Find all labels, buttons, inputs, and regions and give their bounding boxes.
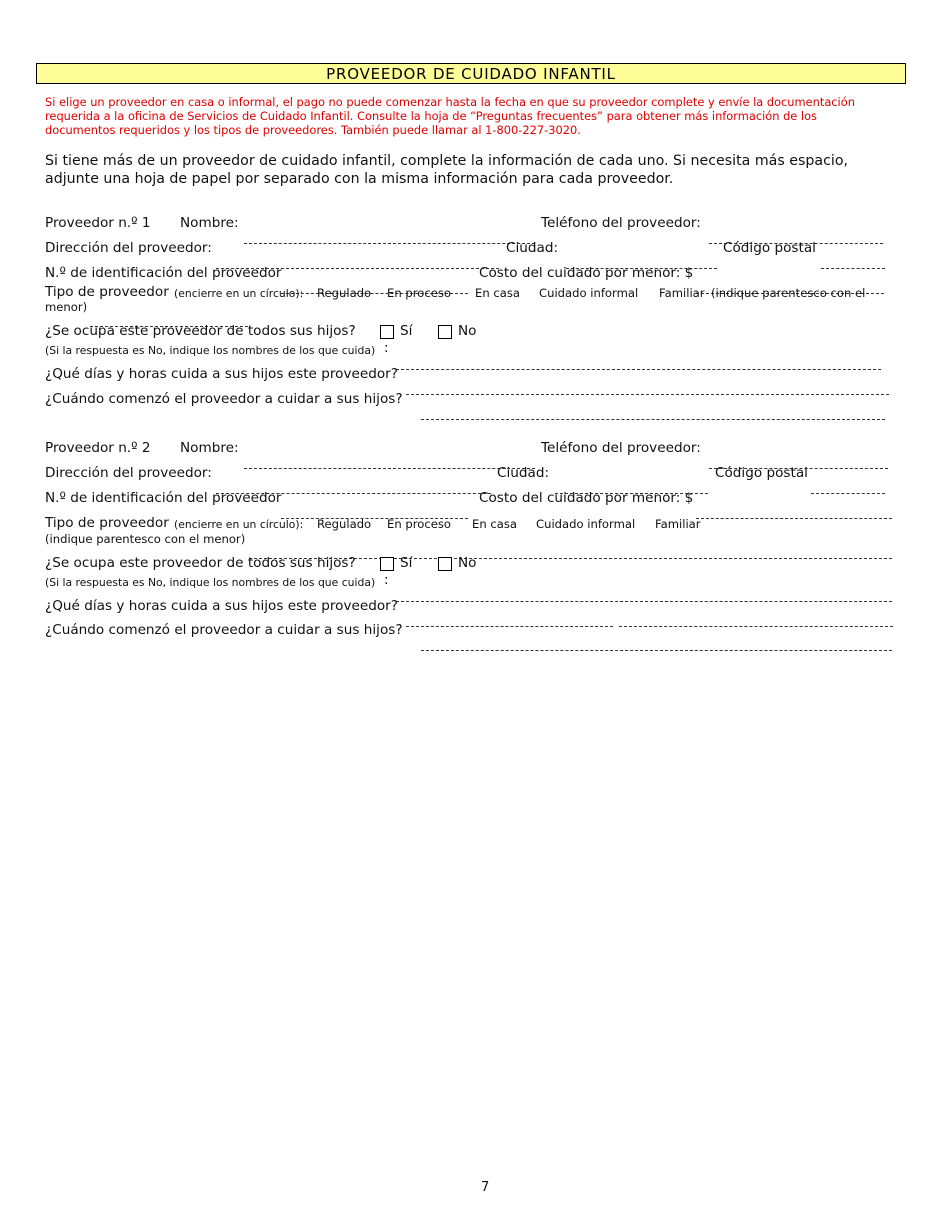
provider-1-type-note: (encierre en un círculo): bbox=[174, 287, 304, 300]
provider-1-city-label: Ciudad: bbox=[506, 240, 559, 256]
provider-2-all-children-label: ¿Se ocupa este proveedor de todos sus hijos? bbox=[45, 555, 356, 571]
provider-1-type-informal[interactable]: Cuidado informal bbox=[539, 286, 639, 300]
provider-2-relationship-note: (indique parentesco con el menor) bbox=[45, 532, 246, 546]
provider-2-zip-label: Código postal bbox=[715, 465, 808, 481]
provider-1-relationship-note-2: menor) bbox=[45, 300, 88, 314]
provider-1-zip-label: Código postal bbox=[723, 240, 816, 256]
provider-1-relationship-note: (indique parentesco con el bbox=[711, 286, 866, 300]
section-title-box bbox=[36, 63, 906, 84]
provider-1-type-label: Tipo de proveedor bbox=[45, 284, 169, 300]
provider-2-days-hours-field-2[interactable] bbox=[619, 612, 893, 631]
provider-1-address-label: Dirección del proveedor: bbox=[45, 240, 212, 256]
notice-line-2: requerida a la oficina de Servicios de Cuidado Infantil. Consulte la hoja de “Preguntas frecuentes” para obtener más información de los bbox=[45, 109, 817, 123]
provider-2-no-label: No bbox=[458, 555, 477, 571]
provider-2-label: Proveedor n.º 2 bbox=[45, 440, 151, 456]
provider-1-all-children-label: ¿Se ocupa este proveedor de todos sus hijos? bbox=[45, 323, 356, 339]
provider-2-start-label: ¿Cuándo comenzó el proveedor a cuidar a sus hijos? bbox=[45, 622, 403, 638]
provider-2-cost-label: Costo del cuidado por menor: $ bbox=[479, 490, 694, 506]
provider-2-address-label: Dirección del proveedor: bbox=[45, 465, 212, 481]
provider-2-type-familiar[interactable]: Familiar bbox=[655, 517, 701, 531]
provider-1-type-en-proceso[interactable]: En proceso bbox=[387, 286, 451, 300]
intro-line-1: Si tiene más de un proveedor de cuidado infantil, complete la información de cada uno. Si necesita más espacio, bbox=[45, 153, 849, 169]
provider-2-days-hours-field[interactable] bbox=[406, 612, 613, 631]
section-title: PROVEEDOR DE CUIDADO INFANTIL bbox=[326, 65, 616, 83]
provider-1-yes-checkbox[interactable] bbox=[380, 325, 394, 339]
provider-1-type-en-casa[interactable]: En casa bbox=[475, 286, 520, 300]
provider-2-zip-field[interactable] bbox=[811, 479, 885, 498]
notice-line-3: documentos requeridos y los tipos de proveedores. También puede llamar al 1-800-227-3020. bbox=[45, 123, 581, 137]
provider-1-phone-label: Teléfono del proveedor: bbox=[541, 215, 701, 231]
provider-2-days-hours-label: ¿Qué días y horas cuida a sus hijos este proveedor? bbox=[45, 598, 398, 614]
provider-1-type-regulado[interactable]: Regulado bbox=[317, 286, 372, 300]
provider-2-type-en-proceso[interactable]: En proceso bbox=[387, 517, 451, 531]
provider-1-if-no-colon: : bbox=[384, 340, 389, 356]
provider-2-city-label: Ciudad: bbox=[497, 465, 550, 481]
provider-2-type-regulado[interactable]: Regulado bbox=[317, 517, 372, 531]
provider-2-start-field[interactable] bbox=[421, 636, 892, 655]
provider-2-type-informal[interactable]: Cuidado informal bbox=[536, 517, 636, 531]
page-number: 7 bbox=[481, 1180, 490, 1195]
provider-2-phone-label: Teléfono del proveedor: bbox=[541, 440, 701, 456]
provider-1-name-label: Nombre: bbox=[180, 215, 239, 231]
provider-1-children-names-field[interactable] bbox=[396, 355, 881, 374]
provider-2-cost-field[interactable] bbox=[696, 504, 892, 523]
provider-2-yes-checkbox[interactable] bbox=[380, 557, 394, 571]
provider-2-yes-label: Sí bbox=[400, 555, 413, 571]
provider-1-zip-field[interactable] bbox=[821, 254, 885, 273]
provider-1-start-field[interactable] bbox=[421, 405, 885, 424]
provider-2-name-label: Nombre: bbox=[180, 440, 239, 456]
provider-2-if-no-note: (Si la respuesta es No, indique los nombres de los que cuida) bbox=[45, 576, 376, 589]
provider-2-name-field[interactable] bbox=[244, 454, 535, 473]
provider-2-type-en-casa[interactable]: En casa bbox=[472, 517, 517, 531]
provider-1-name-field[interactable] bbox=[244, 229, 535, 248]
provider-1-start-label: ¿Cuándo comenzó el proveedor a cuidar a sus hijos? bbox=[45, 391, 403, 407]
provider-1-if-no-note: (Si la respuesta es No, indique los nombres de los que cuida) bbox=[45, 344, 376, 357]
provider-1-days-hours-field[interactable] bbox=[406, 380, 889, 399]
provider-1-yes-label: Sí bbox=[400, 323, 413, 339]
provider-1-no-checkbox[interactable] bbox=[438, 325, 452, 339]
provider-2-if-no-colon: : bbox=[384, 572, 389, 588]
provider-2-children-names-field[interactable] bbox=[396, 587, 892, 606]
provider-1-id-label: N.º de identificación del proveedor bbox=[45, 265, 282, 281]
provider-2-id-label: N.º de identificación del proveedor bbox=[45, 490, 282, 506]
provider-2-type-note: (encierre en un círculo): bbox=[174, 518, 304, 531]
provider-1-label: Proveedor n.º 1 bbox=[45, 215, 151, 231]
provider-1-no-label: No bbox=[458, 323, 477, 339]
provider-1-cost-label: Costo del cuidado por menor: $ bbox=[479, 265, 694, 281]
notice-line-1: Si elige un proveedor en casa o informal, el pago no puede comenzar hasta la fecha en que su proveedor complete y envíe la documentación bbox=[45, 95, 855, 109]
provider-1-type-familiar[interactable]: Familiar bbox=[659, 286, 705, 300]
provider-2-type-label: Tipo de proveedor bbox=[45, 515, 169, 531]
provider-1-days-hours-label: ¿Qué días y horas cuida a sus hijos este proveedor? bbox=[45, 366, 398, 382]
provider-2-no-checkbox[interactable] bbox=[438, 557, 452, 571]
intro-line-2: adjunte una hoja de papel por separado con la misma información para cada proveedor. bbox=[45, 171, 674, 187]
